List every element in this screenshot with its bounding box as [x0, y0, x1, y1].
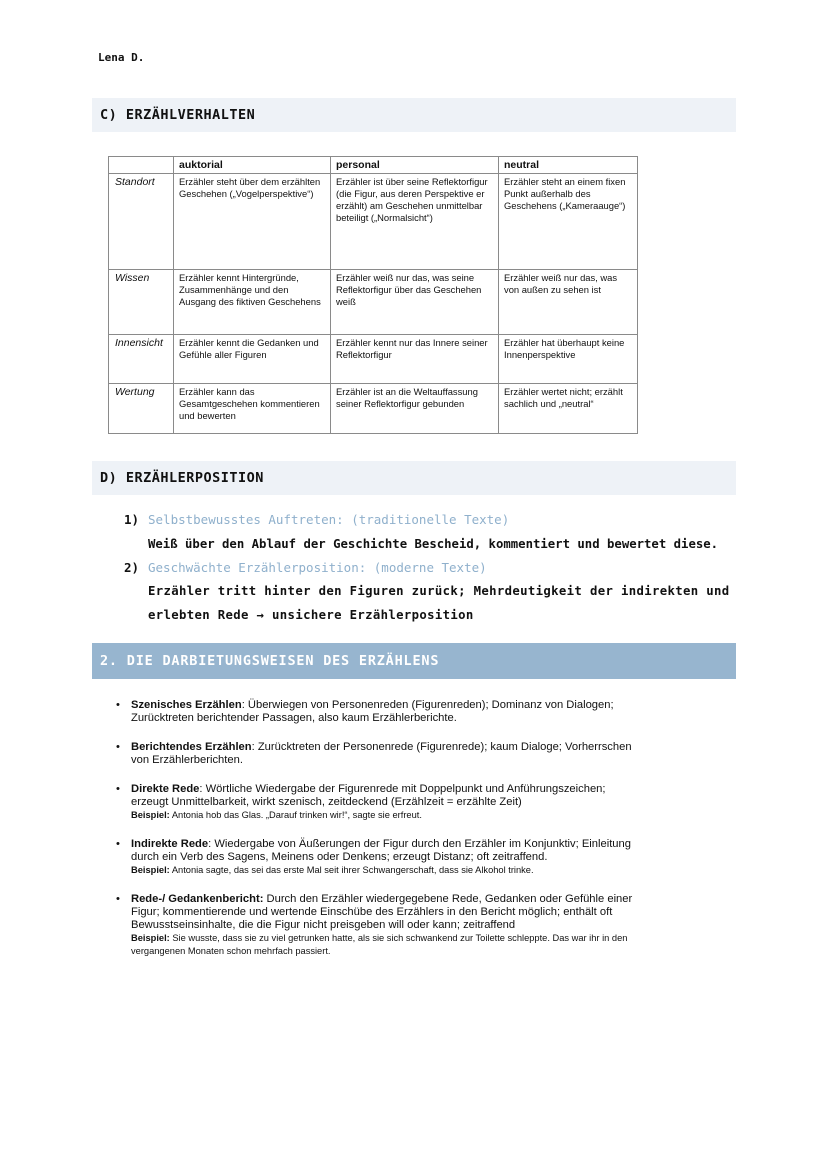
example-label: Beispiel:	[131, 810, 170, 820]
item-text: Durch den Erzähler wiedergegebene Rede, Gedanken oder Gefühle einer Figur; kommentierende und wertende Einschübe des Erzählers in den Bericht möglich; enthält oft Bewusstseinsinhalte, die die Figur nicht preisgeben will oder kann; zeitraffend	[131, 893, 633, 931]
item-term: Indirekte Rede	[131, 838, 209, 850]
bullet-icon: •	[116, 893, 120, 905]
example-label: Beispiel:	[131, 933, 170, 943]
section-d-heading: D) ERZÄHLERPOSITION	[92, 461, 736, 495]
table-cell: Erzähler weiß nur das, was von außen zu sehen ist	[499, 270, 638, 335]
table-header-row	[109, 157, 638, 174]
bullet-icon: •	[116, 741, 120, 753]
item-title: Selbstbewusstes Auftreten: (traditionelle Texte)	[148, 512, 510, 527]
section-2-heading: 2. DIE DARBIETUNGSWEISEN DES ERZÄHLENS	[92, 643, 736, 679]
list-item	[114, 741, 634, 767]
table-header-cell: auktorial	[174, 157, 331, 174]
item-term: Berichtendes Erzählen	[131, 741, 252, 753]
item-text: : Überwiegen von Personenreden (Figurenreden); Dominanz von Dialogen; Zurücktreten berichtender Passagen, also kaum Erzählerberichte.	[131, 699, 614, 724]
table-row	[109, 384, 638, 434]
table-cell: Erzähler ist über seine Reflektorfigur (die Figur, aus deren Perspektive er erzählt) am Geschehen unmittelbar beteiligt („Normalsicht“)	[331, 174, 499, 270]
list-item	[114, 783, 634, 822]
item-text: : Zurücktreten der Personenrede (Figurenrede); kaum Dialoge; Vorherrschen von Erzählerberichten.	[131, 741, 632, 766]
narrative-behavior-table	[108, 156, 638, 434]
item-text: : Wiedergabe von Äußerungen der Figur durch den Erzähler im Konjunktiv; Einleitung durch ein Verb des Sagens, Meinens oder Denkens; erzeugt Distanz; oft zeitraffend.	[131, 838, 631, 863]
item-number: 2)	[124, 560, 140, 575]
list-item	[114, 838, 634, 877]
table-cell: Erzähler ist an die Weltauffassung seiner Reflektorfigur gebunden	[331, 384, 499, 434]
item-body: erlebten Rede → unsichere Erzählerposition	[148, 608, 474, 622]
list-item	[114, 893, 634, 958]
table-row	[109, 270, 638, 335]
table-cell: Erzähler wertet nicht; erzählt sachlich und „neutral“	[499, 384, 638, 434]
row-label: Standort	[109, 174, 174, 270]
example-text: Sie wusste, dass sie zu viel getrunken hatte, als sie sich schwankend zur Toilette schleppte. Das war ihr in den vergangenen Monaten schon mehrfach passiert.	[131, 933, 628, 956]
table-cell: Erzähler kennt Hintergründe, Zusammenhänge und den Ausgang des fiktiven Geschehens	[174, 270, 331, 335]
table-header-cell	[109, 157, 174, 174]
author-name: Lena D.	[98, 51, 145, 64]
section-c-heading: C) ERZÄHLVERHALTEN	[92, 98, 736, 132]
row-label: Wissen	[109, 270, 174, 335]
item-term: Direkte Rede	[131, 783, 200, 795]
item-title: Geschwächte Erzählerposition: (moderne Texte)	[148, 560, 487, 575]
item-text: : Wörtliche Wiedergabe der Figurenrede mit Doppelpunkt und Anführungszeichen; erzeugt Unmittelbarkeit, wirkt szenisch, zeitdeckend (Erzählzeit = erzählte Zeit)	[131, 783, 606, 808]
item-term: Rede-/ Gedankenbericht:	[131, 893, 264, 905]
item-body: Weiß über den Ablauf der Geschichte Bescheid, kommentiert und bewertet diese.	[148, 537, 719, 551]
list-item	[114, 699, 634, 725]
table-cell: Erzähler kennt die Gedanken und Gefühle aller Figuren	[174, 335, 331, 384]
bullet-icon: •	[116, 699, 120, 711]
bullet-icon: •	[116, 783, 120, 795]
table-cell: Erzähler weiß nur das, was seine Reflektorfigur über das Geschehen weiß	[331, 270, 499, 335]
item-term: Szenisches Erzählen	[131, 699, 242, 711]
example-text: Antonia hob das Glas. „Darauf trinken wir!“, sagte sie erfreut.	[169, 810, 422, 820]
table-cell: Erzähler kann das Gesamtgeschehen kommentieren und bewerten	[174, 384, 331, 434]
table-header-cell: neutral	[499, 157, 638, 174]
table-header-cell: personal	[331, 157, 499, 174]
bullet-icon: •	[116, 838, 120, 850]
row-label: Innensicht	[109, 335, 174, 384]
table-cell: Erzähler steht an einem fixen Punkt außerhalb des Geschehens („Kameraauge“)	[499, 174, 638, 270]
table-cell: Erzähler steht über dem erzählten Geschehen („Vogelperspektive“)	[174, 174, 331, 270]
item-number: 1)	[124, 512, 140, 527]
example-label: Beispiel:	[131, 865, 170, 875]
item-body: Erzähler tritt hinter den Figuren zurück; Mehrdeutigkeit der indirekten und	[148, 584, 730, 598]
table-cell: Erzähler kennt nur das Innere seiner Reflektorfigur	[331, 335, 499, 384]
table-row	[109, 335, 638, 384]
example-text: Antonia sagte, das sei das erste Mal seit ihrer Schwangerschaft, dass sie Alkohol trinke.	[169, 865, 534, 875]
row-label: Wertung	[109, 384, 174, 434]
presentation-modes-list	[114, 699, 634, 974]
table-cell: Erzähler hat überhaupt keine Innenperspektive	[499, 335, 638, 384]
table-row	[109, 174, 638, 270]
